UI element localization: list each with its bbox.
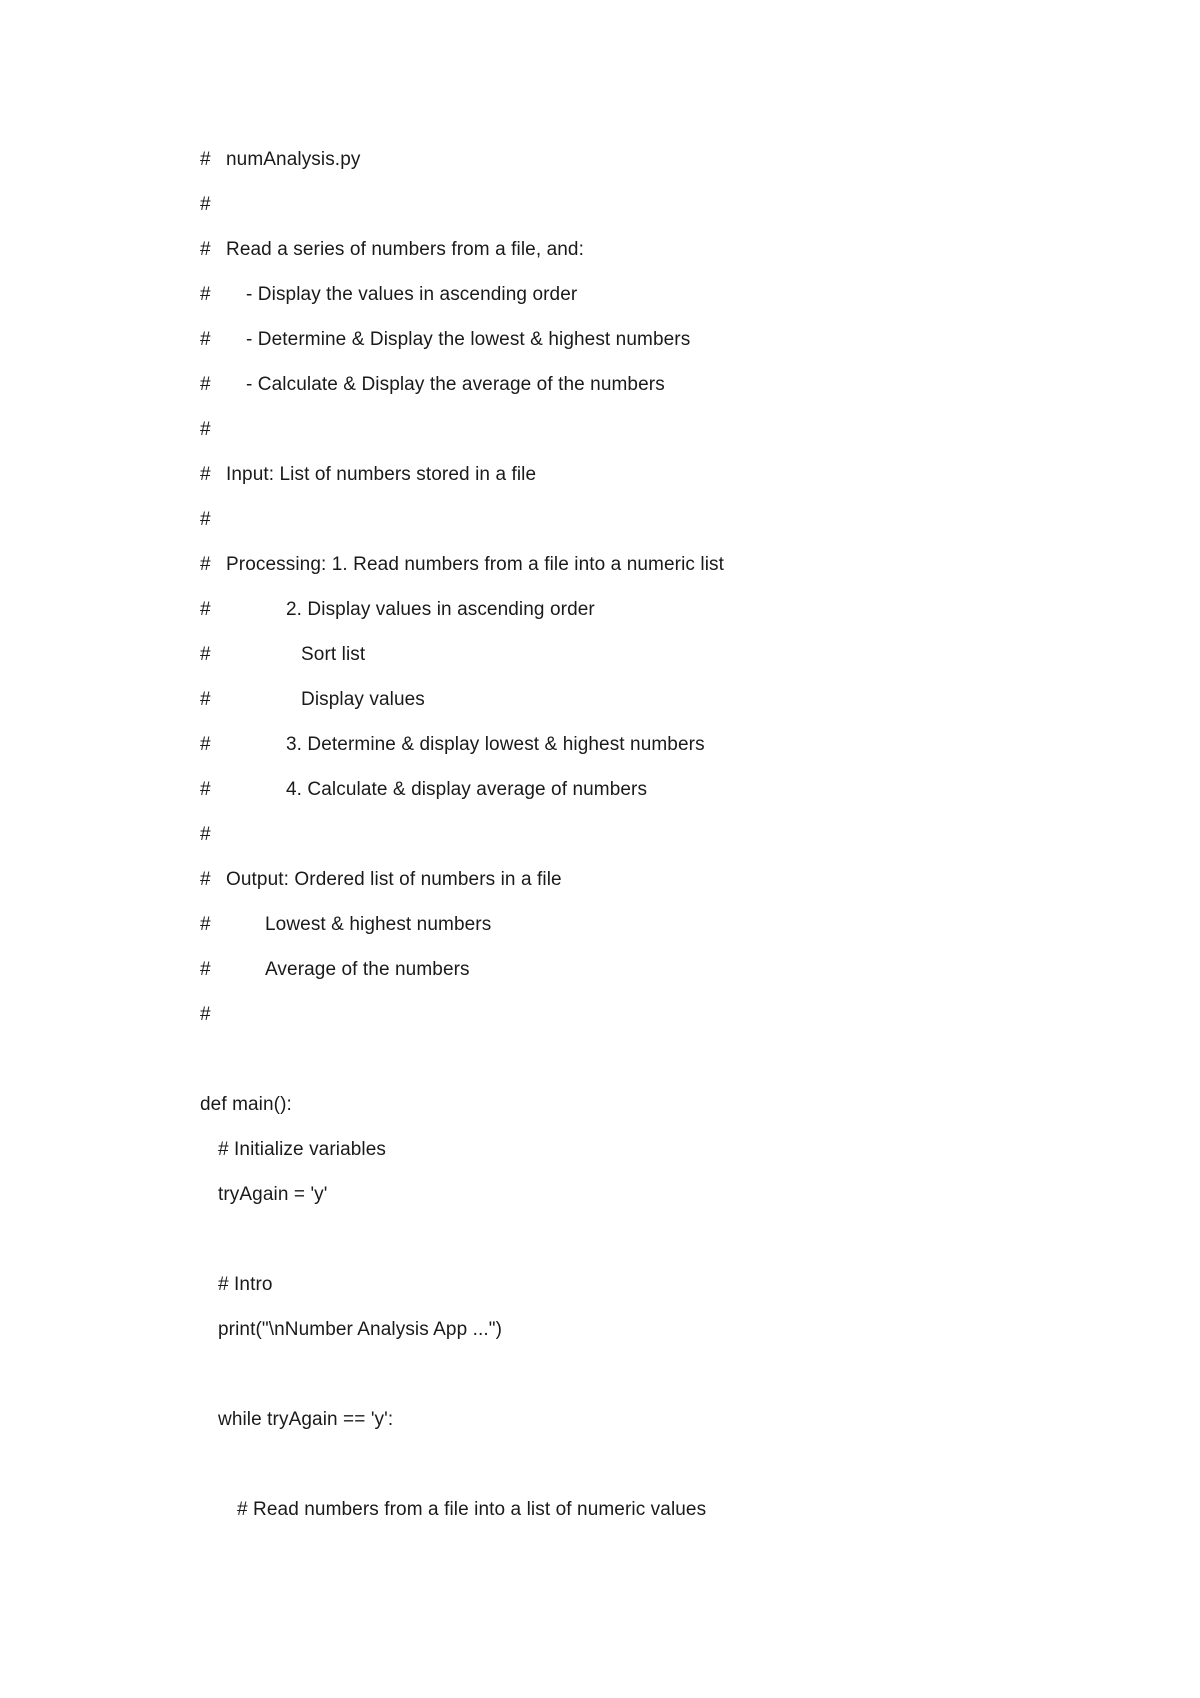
comment-marker: # xyxy=(200,869,211,890)
comment-text: 3. Determine & display lowest & highest numbers xyxy=(286,734,705,755)
comment-marker: # xyxy=(200,374,211,395)
comment-marker: # xyxy=(200,1004,211,1025)
comment-text: Processing: 1. Read numbers from a file into a numeric list xyxy=(226,554,724,575)
code-text: print("\nNumber Analysis App ...") xyxy=(218,1319,503,1340)
code-line-tryagain xyxy=(200,1183,328,1255)
comment-marker: # xyxy=(200,959,211,980)
comment-text: Output: Ordered list of numbers in a file xyxy=(226,869,562,890)
comment-text: Lowest & highest numbers xyxy=(265,914,492,935)
comment-marker: # xyxy=(200,689,211,710)
comment-marker: # xyxy=(200,644,211,665)
comment-marker: # xyxy=(200,239,211,260)
comment-text: - Determine & Display the lowest & highest numbers xyxy=(246,329,691,350)
code-text: tryAgain = 'y' xyxy=(218,1184,328,1205)
comment-text: - Display the values in ascending order xyxy=(246,284,578,305)
comment-marker: # xyxy=(200,329,211,350)
comment-line-20 xyxy=(200,1003,222,1075)
comment-marker: # xyxy=(200,824,211,845)
comment-marker: # xyxy=(200,509,211,530)
comment-marker: # xyxy=(200,914,211,935)
comment-marker: # xyxy=(200,554,211,575)
comment-text: 4. Calculate & display average of numbers xyxy=(286,779,648,800)
comment-marker: # xyxy=(200,599,211,620)
comment-marker: # xyxy=(200,194,211,215)
code-line-read-comment xyxy=(200,1498,707,1570)
comment-text: Average of the numbers xyxy=(265,959,470,980)
comment-marker: # xyxy=(200,149,211,170)
code-text: def main(): xyxy=(200,1094,292,1115)
comment-marker: # xyxy=(200,284,211,305)
code-text: # Intro xyxy=(218,1274,273,1295)
comment-text: Display values xyxy=(301,689,425,710)
comment-marker: # xyxy=(200,734,211,755)
comment-text: - Calculate & Display the average of the numbers xyxy=(246,374,665,395)
code-text: # Read numbers from a file into a list of numeric values xyxy=(237,1499,707,1520)
comment-text: Read a series of numbers from a file, and: xyxy=(226,239,584,260)
comment-text: 2. Display values in ascending order xyxy=(286,599,595,620)
comment-marker: # xyxy=(200,464,211,485)
comment-marker: # xyxy=(200,419,211,440)
code-text: while tryAgain == 'y': xyxy=(218,1409,394,1430)
code-line-while xyxy=(200,1408,394,1480)
comment-text: numAnalysis.py xyxy=(226,149,361,170)
comment-marker: # xyxy=(200,779,211,800)
comment-text: Sort list xyxy=(301,644,366,665)
comment-text: Input: List of numbers stored in a file xyxy=(226,464,537,485)
code-text: # Initialize variables xyxy=(218,1139,387,1160)
code-line-print xyxy=(200,1318,503,1390)
